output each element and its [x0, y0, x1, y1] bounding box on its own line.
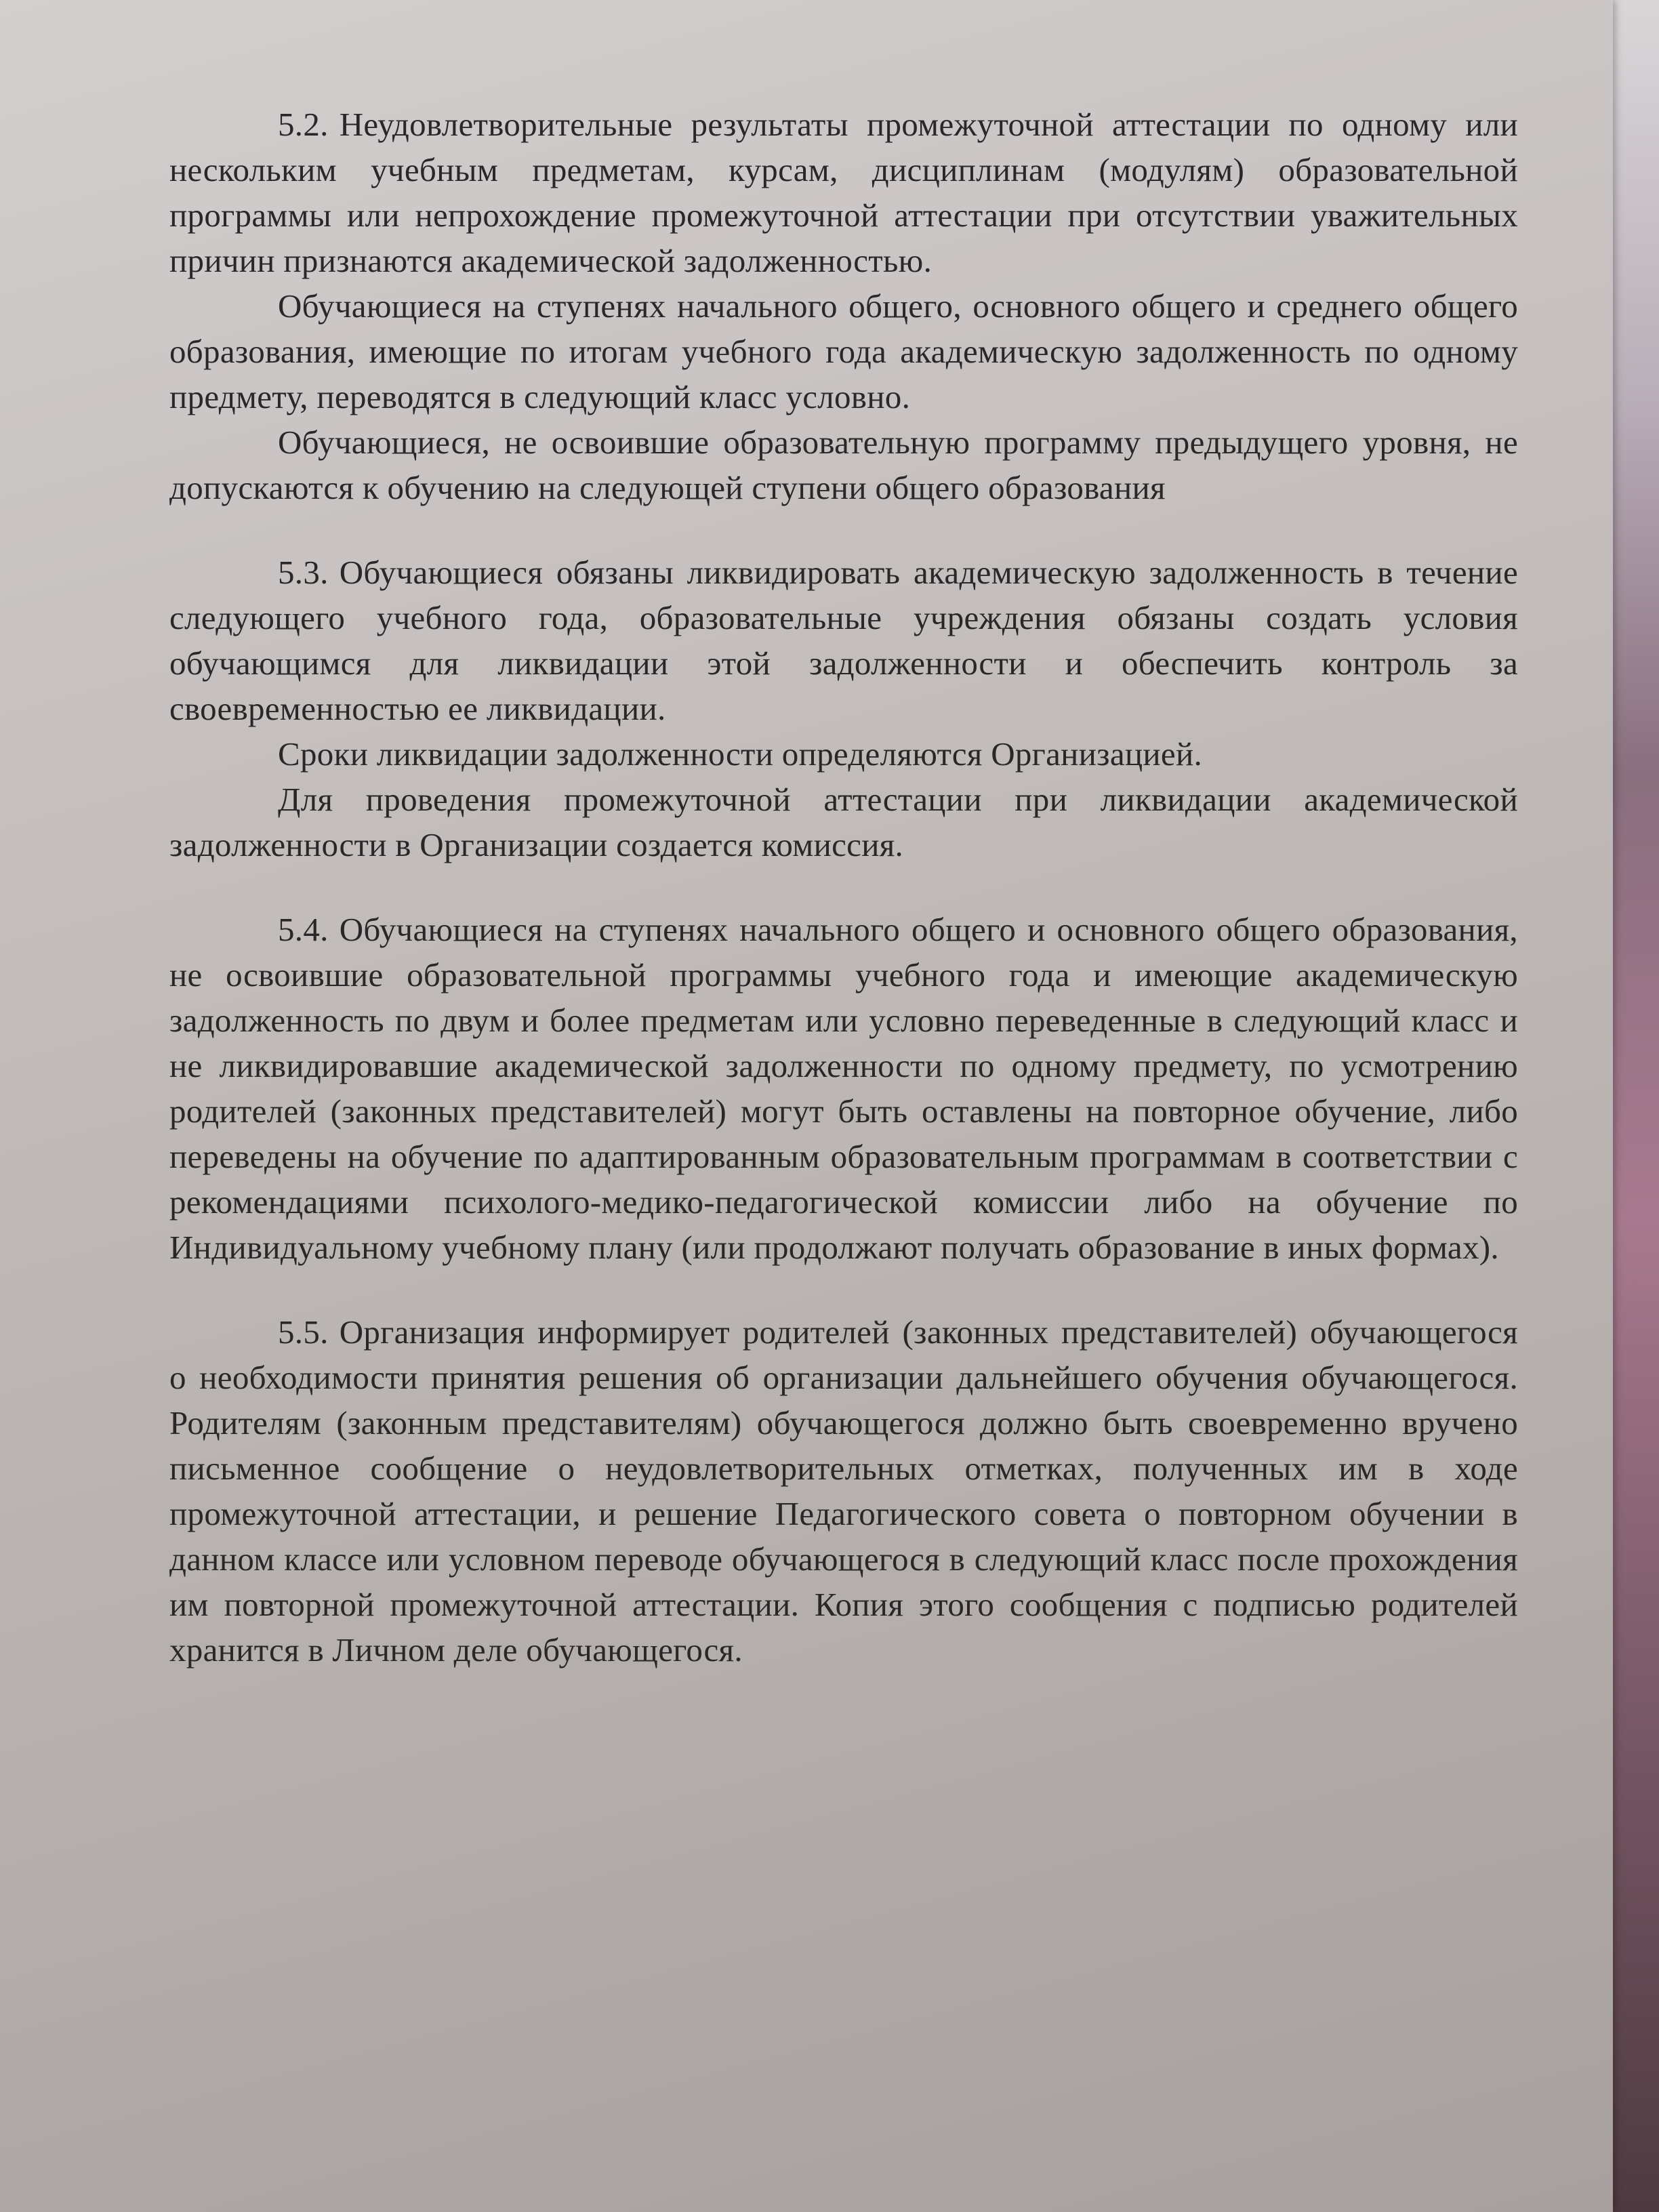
paragraph-text: Организация информирует родителей (законных представителей) обучающегося о необходимости принятия решения об организации дальнейшего обучения обучающегося. Родителям (законным представителям) обучающегося должно быть своевременно вручено письменное сообщение о неудовлетворительных отметках, полученных им в ходе промежуточной аттестации, и решение Педагогического совета о повторном обучении в данном классе или условном переводе обучающегося в следующий класс после прохождения им повторной промежуточной аттестации. Копия этого сообщения с подписью родителей хранится в Личном деле обучающегося.	[169, 1313, 1518, 1668]
paragraph-text: Обучающиеся на ступенях начального общего и основного общего образования, не освоившие образовательной программы учебного года и имеющие академическую задолженность по двум и более предметам или условно переведенные в следующий класс и не ликвидировавшие академической задолженности по одному предмету, по усмотрению родителей (законных представителей) могут быть оставлены на повторное обучение, либо переведены на обучение по адаптированным образовательным программам в соответствии с рекомендациями психолого-медико-педагогической комиссии либо на обучение по Индивидуальному учебному плану (или продолжают получать образование в иных формах).	[169, 911, 1518, 1266]
paragraph: Сроки ликвидации задолженности определяются Организацией.	[278, 735, 1203, 773]
paragraph	[169, 102, 1518, 283]
section-number: 5.4.	[278, 911, 329, 948]
section-5-5	[169, 1309, 1518, 1673]
section-number: 5.3.	[278, 554, 329, 591]
document-body	[169, 102, 1518, 1673]
section-5-2	[169, 102, 1518, 510]
section-5-4	[169, 907, 1518, 1270]
paragraph-text: Обучающиеся обязаны ликвидировать академическую задолженность в течение следующего учебного года, образовательные учреждения обязаны создать условия обучающимся для ликвидации этой задолженности и обеспечить контроль за своевременностью ее ликвидации.	[169, 554, 1518, 727]
paragraph: Обучающиеся, не освоившие образовательную программу предыдущего уровня, не допускаются к обучению на следующей ступени общего образования	[169, 424, 1518, 506]
paragraph	[169, 1309, 1518, 1673]
paragraph	[169, 907, 1518, 1270]
paragraph-text: Неудовлетворительные результаты промежуточной аттестации по одному или нескольким учебным предметам, курсам, дисциплинам (модулям) образовательной программы или непрохождение промежуточной аттестации при отсутствии уважительных причин признаются академической задолженностью.	[169, 106, 1518, 279]
section-number: 5.5.	[278, 1313, 329, 1351]
paragraph: Для проведения промежуточной аттестации при ликвидации академической задолженности в Организации создается комиссия.	[169, 781, 1518, 863]
section-number: 5.2.	[278, 106, 329, 143]
paragraph	[169, 550, 1518, 731]
section-5-3	[169, 550, 1518, 867]
paragraph: Обучающиеся на ступенях начального общего, основного общего и среднего общего образования, имеющие по итогам учебного года академическую задолженность по одному предмету, переводятся в следующий класс условно.	[169, 287, 1518, 415]
